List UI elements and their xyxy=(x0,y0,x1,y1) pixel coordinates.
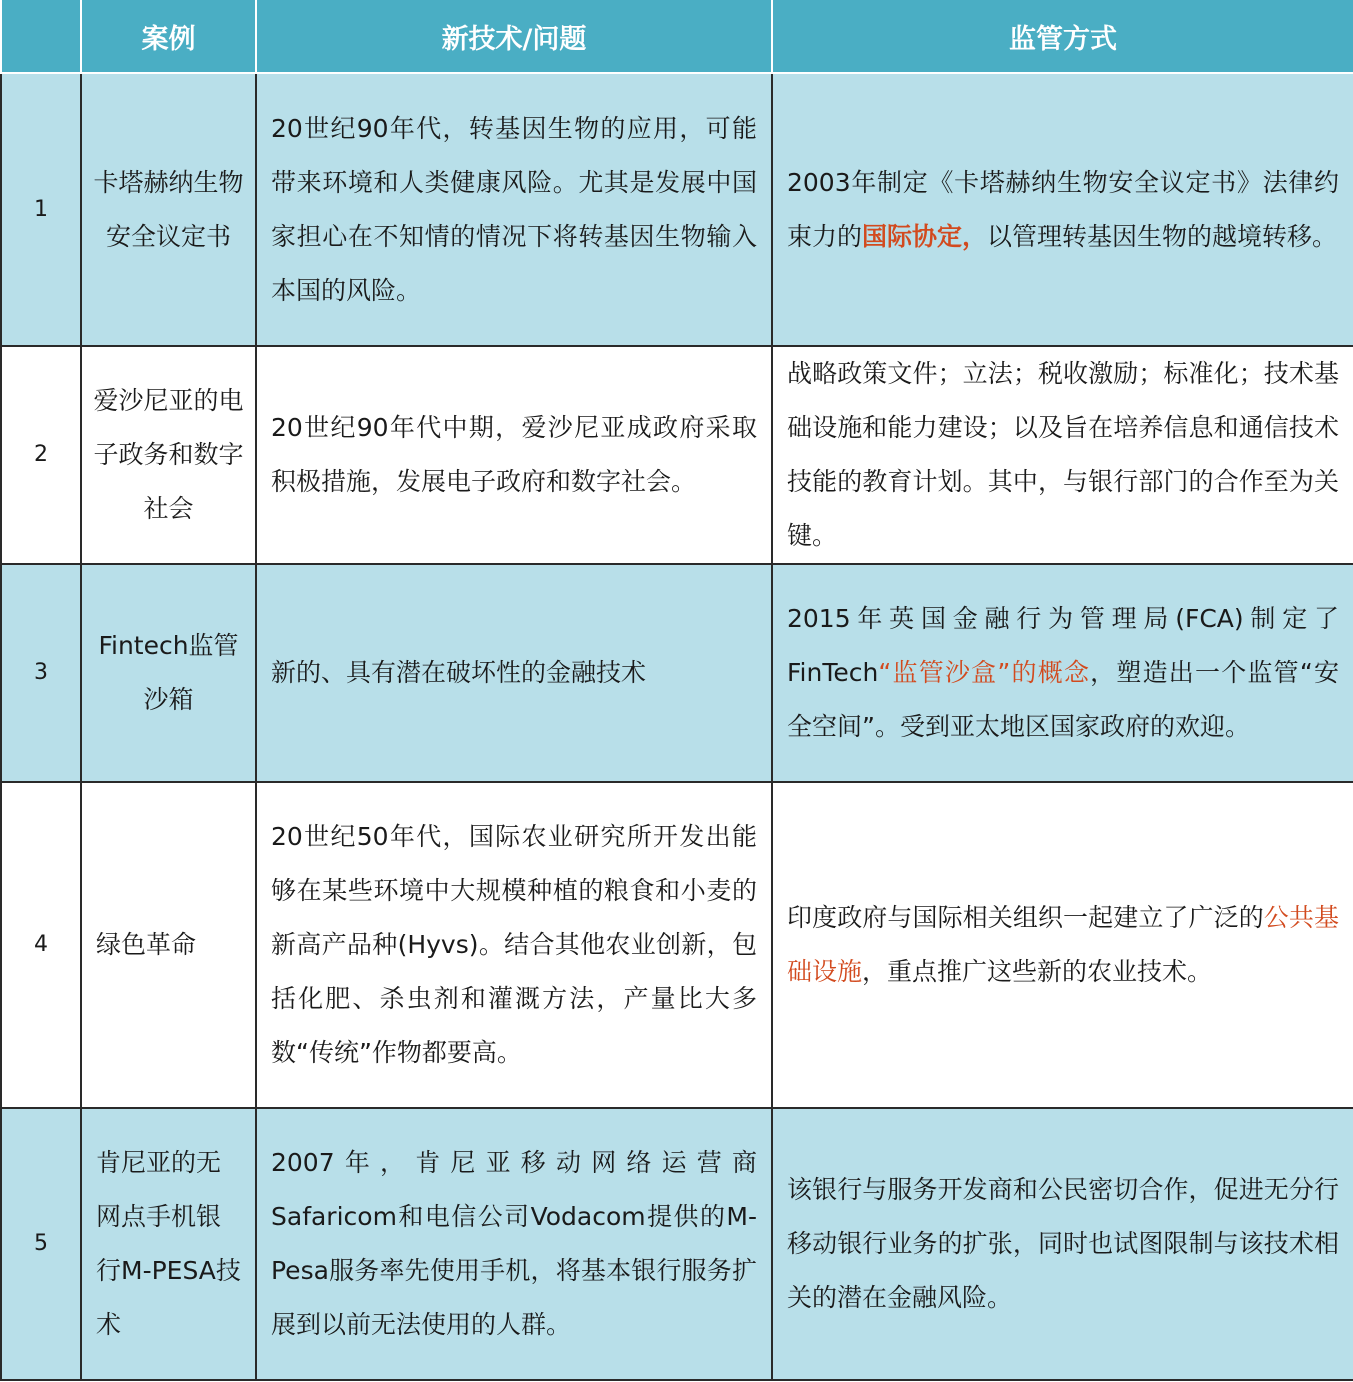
tech-issue: 新的、具有潜在破坏性的金融技术 xyxy=(256,564,772,782)
table-row xyxy=(1,346,1353,564)
regulation-method xyxy=(772,564,1353,782)
table-row xyxy=(1,564,1353,782)
header-tech: 新技术/问题 xyxy=(256,0,772,73)
regulation-highlight: 国际协定， xyxy=(862,221,988,251)
regulation-highlight: “监管沙盒”的概念 xyxy=(878,658,1091,687)
table-row xyxy=(1,73,1353,346)
regulation-method xyxy=(772,782,1353,1108)
table-header-row xyxy=(1,0,1353,73)
regulation-method: 该银行与服务开发商和公民密切合作，促进无分行移动银行业务的扩张，同时也试图限制与该技术相关的潜在金融风险。 xyxy=(772,1108,1353,1380)
regulation-text: 2015年英国金融行为管理局(FCA)制定了FinTech xyxy=(787,604,1339,687)
header-num xyxy=(1,0,81,73)
case-name: 肯尼亚的无网点手机银行M-PESA技术 xyxy=(81,1108,256,1380)
case-name: Fintech监管沙箱 xyxy=(81,564,256,782)
tech-issue: 20世纪90年代中期，爱沙尼亚成政府采取积极措施，发展电子政府和数字社会。 xyxy=(256,346,772,564)
row-number: 5 xyxy=(1,1108,81,1380)
row-number: 3 xyxy=(1,564,81,782)
table-row xyxy=(1,782,1353,1108)
header-case: 案例 xyxy=(81,0,256,73)
regulation-highlight: 公共基础设施 xyxy=(787,903,1339,986)
regulation-method: 战略政策文件；立法；税收激励；标准化；技术基础设施和能力建设；以及旨在培养信息和通信技术技能的教育计划。其中，与银行部门的合作至为关键。 xyxy=(772,346,1353,564)
case-name: 卡塔赫纳生物安全议定书 xyxy=(81,73,256,346)
tech-issue: 20世纪50年代，国际农业研究所开发出能够在某些环境中大规模种植的粮食和小麦的新高产品种(Hyvs)。结合其他农业创新，包括化肥、杀虫剂和灌溉方法，产量比大多数“传统”作物都要高。 xyxy=(256,782,772,1108)
case-name: 爱沙尼亚的电子政务和数字社会 xyxy=(81,346,256,564)
regulation-text: 2003年制定《卡塔赫纳生物安全议定书》法律约束力的 xyxy=(787,167,1339,251)
regulation-text: ，塑造出一个监管“安全空间”。受到亚太地区国家政府的欢迎。 xyxy=(787,658,1339,741)
regulation-text: 印度政府与国际相关组织一起建立了广泛的 xyxy=(787,903,1264,932)
regulation-text: 以管理转基因生物的越境转移。 xyxy=(987,221,1338,251)
header-regulation: 监管方式 xyxy=(772,0,1353,73)
tech-issue: 2007年，肯尼亚移动网络运营商Safaricom和电信公司Vodacom提供的M-Pesa服务率先使用手机，将基本银行服务扩展到以前无法使用的人群。 xyxy=(256,1108,772,1380)
row-number: 1 xyxy=(1,73,81,346)
table-row xyxy=(1,1108,1353,1380)
row-number: 2 xyxy=(1,346,81,564)
row-number: 4 xyxy=(1,782,81,1108)
tech-issue: 20世纪90年代，转基因生物的应用，可能带来环境和人类健康风险。尤其是发展中国家担心在不知情的情况下将转基因生物输入本国的风险。 xyxy=(256,73,772,346)
case-name: 绿色革命 xyxy=(81,782,256,1108)
regulation-text: ，重点推广这些新的农业技术。 xyxy=(862,957,1213,986)
regulation-method xyxy=(772,73,1353,346)
